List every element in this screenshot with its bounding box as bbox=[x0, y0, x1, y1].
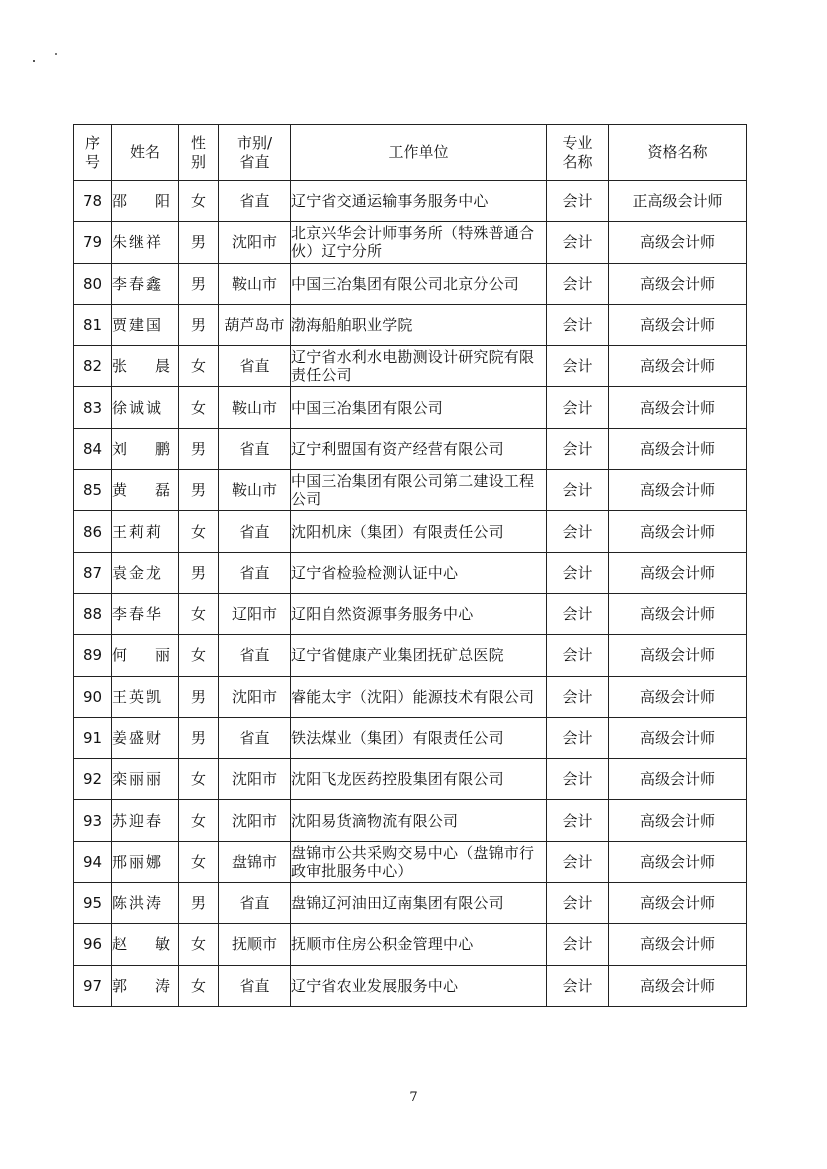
major: 会计 bbox=[547, 800, 609, 841]
row-number: 90 bbox=[74, 676, 112, 717]
row-number: 83 bbox=[74, 387, 112, 428]
row-number: 85 bbox=[74, 470, 112, 511]
city: 沈阳市 bbox=[219, 676, 291, 717]
work-unit: 睿能太宇（沈阳）能源技术有限公司 bbox=[291, 676, 547, 717]
gender: 男 bbox=[179, 470, 219, 511]
name-char: 刘 bbox=[112, 439, 130, 458]
table-row bbox=[74, 717, 747, 758]
work-unit: 辽宁省交通运输事务服务中心 bbox=[291, 181, 547, 222]
work-unit: 抚顺市住房公积金管理中心 bbox=[291, 924, 547, 965]
table-row bbox=[74, 304, 747, 345]
gender: 女 bbox=[179, 181, 219, 222]
page-number: 7 bbox=[409, 1090, 418, 1105]
gender: 女 bbox=[179, 511, 219, 552]
work-unit: 辽宁利盟国有资产经营有限公司 bbox=[291, 428, 547, 469]
name-char: 邵 bbox=[112, 192, 130, 211]
name-text: 李春鑫 bbox=[112, 274, 164, 293]
person-name bbox=[112, 593, 179, 634]
major: 会计 bbox=[547, 181, 609, 222]
major: 会计 bbox=[547, 676, 609, 717]
gender: 女 bbox=[179, 759, 219, 800]
gender: 男 bbox=[179, 304, 219, 345]
name-char: 张 bbox=[112, 357, 130, 376]
name-text: 王莉莉 bbox=[112, 522, 164, 541]
row-number: 78 bbox=[74, 181, 112, 222]
city: 辽阳市 bbox=[219, 593, 291, 634]
name-char: 涛 bbox=[154, 976, 172, 995]
table-row bbox=[74, 552, 747, 593]
qualification: 高级会计师 bbox=[609, 593, 747, 634]
table-row bbox=[74, 593, 747, 634]
city: 省直 bbox=[219, 965, 291, 1006]
city: 省直 bbox=[219, 346, 291, 387]
city: 省直 bbox=[219, 552, 291, 593]
gender: 女 bbox=[179, 965, 219, 1006]
header-name: 姓名 bbox=[112, 125, 179, 181]
city: 抚顺市 bbox=[219, 924, 291, 965]
city: 省直 bbox=[219, 511, 291, 552]
row-number: 97 bbox=[74, 965, 112, 1006]
table-row bbox=[74, 470, 747, 511]
name-char: 何 bbox=[112, 646, 130, 665]
gender: 男 bbox=[179, 222, 219, 263]
person-name bbox=[112, 883, 179, 924]
work-unit: 辽宁省水利水电勘测设计研究院有限责任公司 bbox=[291, 346, 547, 387]
major: 会计 bbox=[547, 924, 609, 965]
major: 会计 bbox=[547, 428, 609, 469]
major: 会计 bbox=[547, 883, 609, 924]
person-name bbox=[112, 924, 179, 965]
major: 会计 bbox=[547, 759, 609, 800]
work-unit: 辽阳自然资源事务服务中心 bbox=[291, 593, 547, 634]
gender: 女 bbox=[179, 800, 219, 841]
name-char: 鹏 bbox=[154, 439, 172, 458]
header-sex: 性别 bbox=[179, 125, 219, 181]
qualification: 高级会计师 bbox=[609, 511, 747, 552]
name-text: 王英凯 bbox=[112, 687, 164, 706]
row-number: 91 bbox=[74, 717, 112, 758]
person-name bbox=[112, 841, 179, 882]
row-number: 93 bbox=[74, 800, 112, 841]
qualification: 高级会计师 bbox=[609, 841, 747, 882]
city: 省直 bbox=[219, 428, 291, 469]
name-char: 黄 bbox=[112, 481, 130, 500]
table-row bbox=[74, 263, 747, 304]
header-city: 市别/省直 bbox=[219, 125, 291, 181]
qualification: 正高级会计师 bbox=[609, 181, 747, 222]
row-number: 95 bbox=[74, 883, 112, 924]
table-row bbox=[74, 222, 747, 263]
table-row bbox=[74, 759, 747, 800]
major: 会计 bbox=[547, 470, 609, 511]
name-text: 苏迎春 bbox=[112, 811, 164, 830]
name-text: 邢丽娜 bbox=[112, 852, 164, 871]
person-name bbox=[112, 800, 179, 841]
city: 鞍山市 bbox=[219, 387, 291, 428]
row-number: 88 bbox=[74, 593, 112, 634]
name-char: 磊 bbox=[154, 481, 172, 500]
major: 会计 bbox=[547, 965, 609, 1006]
qualification: 高级会计师 bbox=[609, 304, 747, 345]
major: 会计 bbox=[547, 387, 609, 428]
work-unit: 盘锦辽河油田辽南集团有限公司 bbox=[291, 883, 547, 924]
work-unit: 中国三冶集团有限公司 bbox=[291, 387, 547, 428]
work-unit: 辽宁省健康产业集团抚矿总医院 bbox=[291, 635, 547, 676]
gender: 女 bbox=[179, 593, 219, 634]
major: 会计 bbox=[547, 222, 609, 263]
row-number: 80 bbox=[74, 263, 112, 304]
scan-speck bbox=[33, 60, 35, 62]
gender: 男 bbox=[179, 263, 219, 304]
person-name bbox=[112, 387, 179, 428]
table-row bbox=[74, 965, 747, 1006]
name-text: 贾建国 bbox=[112, 316, 164, 335]
city: 盘锦市 bbox=[219, 841, 291, 882]
person-name bbox=[112, 263, 179, 304]
qualification: 高级会计师 bbox=[609, 346, 747, 387]
major: 会计 bbox=[547, 263, 609, 304]
gender: 男 bbox=[179, 717, 219, 758]
person-name bbox=[112, 552, 179, 593]
work-unit: 沈阳机床（集团）有限责任公司 bbox=[291, 511, 547, 552]
city: 鞍山市 bbox=[219, 470, 291, 511]
table-row bbox=[74, 428, 747, 469]
qualification: 高级会计师 bbox=[609, 470, 747, 511]
name-text: 李春华 bbox=[112, 605, 164, 624]
gender: 男 bbox=[179, 676, 219, 717]
gender: 男 bbox=[179, 552, 219, 593]
row-number: 86 bbox=[74, 511, 112, 552]
person-name bbox=[112, 181, 179, 222]
qualification: 高级会计师 bbox=[609, 263, 747, 304]
major: 会计 bbox=[547, 717, 609, 758]
table-row bbox=[74, 511, 747, 552]
name-text: 袁金龙 bbox=[112, 563, 164, 582]
major: 会计 bbox=[547, 635, 609, 676]
qualification: 高级会计师 bbox=[609, 222, 747, 263]
table-row bbox=[74, 800, 747, 841]
gender: 男 bbox=[179, 428, 219, 469]
table-row bbox=[74, 635, 747, 676]
name-char: 敏 bbox=[154, 935, 172, 954]
row-number: 82 bbox=[74, 346, 112, 387]
header-no: 序号 bbox=[74, 125, 112, 181]
header-major: 专业名称 bbox=[547, 125, 609, 181]
qualification: 高级会计师 bbox=[609, 428, 747, 469]
table-body bbox=[74, 181, 747, 1007]
name-char: 阳 bbox=[154, 192, 172, 211]
row-number: 94 bbox=[74, 841, 112, 882]
row-number: 92 bbox=[74, 759, 112, 800]
city: 省直 bbox=[219, 717, 291, 758]
row-number: 96 bbox=[74, 924, 112, 965]
row-number: 81 bbox=[74, 304, 112, 345]
work-unit: 沈阳易货滴物流有限公司 bbox=[291, 800, 547, 841]
qualification-table bbox=[73, 124, 747, 1007]
work-unit: 沈阳飞龙医药控股集团有限公司 bbox=[291, 759, 547, 800]
gender: 女 bbox=[179, 924, 219, 965]
person-name bbox=[112, 676, 179, 717]
qualification: 高级会计师 bbox=[609, 387, 747, 428]
qualification: 高级会计师 bbox=[609, 552, 747, 593]
table-row bbox=[74, 387, 747, 428]
row-number: 79 bbox=[74, 222, 112, 263]
header-unit: 工作单位 bbox=[291, 125, 547, 181]
person-name bbox=[112, 470, 179, 511]
qualification: 高级会计师 bbox=[609, 759, 747, 800]
name-char: 赵 bbox=[112, 935, 130, 954]
name-char: 郭 bbox=[112, 976, 130, 995]
qualification: 高级会计师 bbox=[609, 965, 747, 1006]
scan-speck bbox=[55, 53, 57, 55]
name-text: 朱继祥 bbox=[112, 233, 164, 252]
qualification: 高级会计师 bbox=[609, 800, 747, 841]
city: 沈阳市 bbox=[219, 222, 291, 263]
gender: 女 bbox=[179, 387, 219, 428]
work-unit: 渤海船舶职业学院 bbox=[291, 304, 547, 345]
qualification: 高级会计师 bbox=[609, 883, 747, 924]
table-row bbox=[74, 924, 747, 965]
person-name bbox=[112, 346, 179, 387]
person-name bbox=[112, 304, 179, 345]
work-unit: 盘锦市公共采购交易中心（盘锦市行政审批服务中心） bbox=[291, 841, 547, 882]
name-char: 丽 bbox=[154, 646, 172, 665]
name-text: 姜盛财 bbox=[112, 729, 164, 747]
row-number: 89 bbox=[74, 635, 112, 676]
work-unit: 铁法煤业（集团）有限责任公司 bbox=[291, 717, 547, 758]
gender: 女 bbox=[179, 841, 219, 882]
table-row bbox=[74, 181, 747, 222]
city: 葫芦岛市 bbox=[219, 304, 291, 345]
major: 会计 bbox=[547, 511, 609, 552]
work-unit: 辽宁省检验检测认证中心 bbox=[291, 552, 547, 593]
name-text: 栾丽丽 bbox=[112, 770, 164, 789]
work-unit: 中国三冶集团有限公司第二建设工程公司 bbox=[291, 470, 547, 511]
person-name bbox=[112, 635, 179, 676]
person-name bbox=[112, 222, 179, 263]
major: 会计 bbox=[547, 304, 609, 345]
work-unit: 中国三冶集团有限公司北京分公司 bbox=[291, 263, 547, 304]
city: 沈阳市 bbox=[219, 759, 291, 800]
gender: 女 bbox=[179, 635, 219, 676]
header-qual: 资格名称 bbox=[609, 125, 747, 181]
header-row bbox=[74, 125, 747, 181]
city: 沈阳市 bbox=[219, 800, 291, 841]
gender: 女 bbox=[179, 346, 219, 387]
city: 鞍山市 bbox=[219, 263, 291, 304]
person-name bbox=[112, 965, 179, 1006]
work-unit: 北京兴华会计师事务所（特殊普通合伙）辽宁分所 bbox=[291, 222, 547, 263]
city: 省直 bbox=[219, 883, 291, 924]
major: 会计 bbox=[547, 346, 609, 387]
table-row bbox=[74, 883, 747, 924]
city: 省直 bbox=[219, 635, 291, 676]
table-row bbox=[74, 676, 747, 717]
major: 会计 bbox=[547, 552, 609, 593]
person-name bbox=[112, 759, 179, 800]
qualification: 高级会计师 bbox=[609, 676, 747, 717]
city: 省直 bbox=[219, 181, 291, 222]
major: 会计 bbox=[547, 841, 609, 882]
gender: 男 bbox=[179, 883, 219, 924]
row-number: 84 bbox=[74, 428, 112, 469]
qualification: 高级会计师 bbox=[609, 717, 747, 758]
person-name bbox=[112, 511, 179, 552]
major: 会计 bbox=[547, 593, 609, 634]
name-char: 晨 bbox=[154, 357, 172, 376]
table-row bbox=[74, 346, 747, 387]
work-unit: 辽宁省农业发展服务中心 bbox=[291, 965, 547, 1006]
table-row bbox=[74, 841, 747, 882]
person-name bbox=[112, 717, 179, 758]
qualification: 高级会计师 bbox=[609, 635, 747, 676]
qualification: 高级会计师 bbox=[609, 924, 747, 965]
row-number: 87 bbox=[74, 552, 112, 593]
name-text: 陈洪涛 bbox=[112, 894, 164, 913]
name-text: 徐诚诚 bbox=[112, 398, 164, 417]
person-name bbox=[112, 428, 179, 469]
